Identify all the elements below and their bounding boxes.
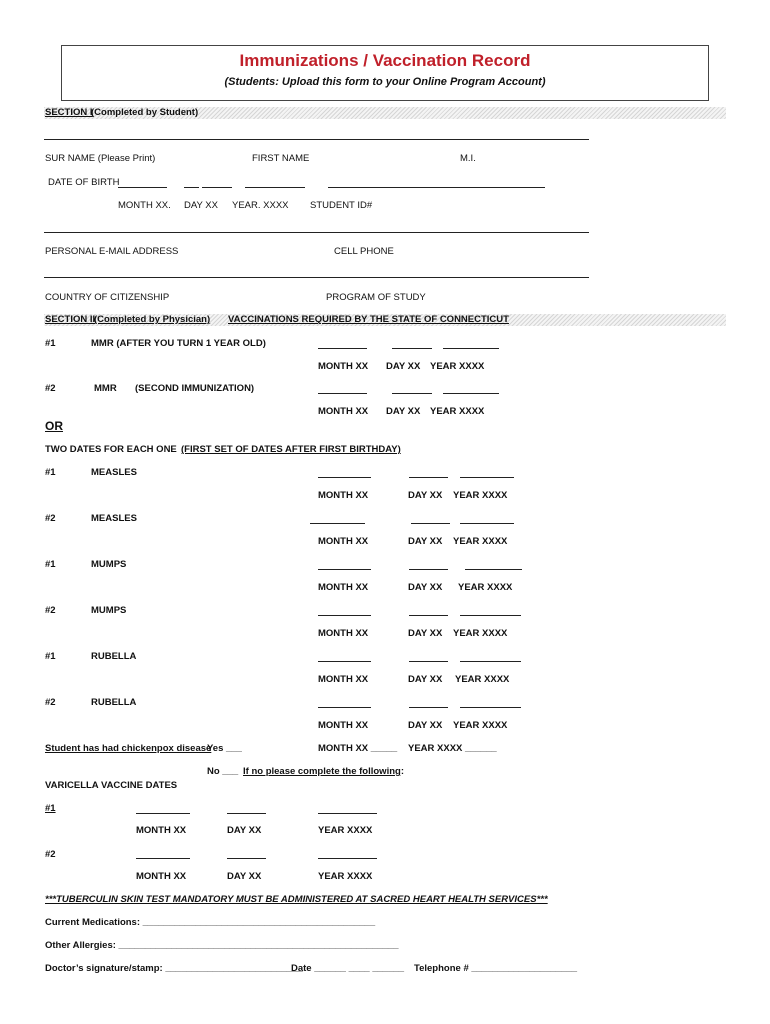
mmr1-number: #1: [45, 338, 56, 349]
row6-month-line[interactable]: [318, 707, 371, 708]
row3-name: MUMPS: [91, 559, 127, 570]
first-set-note: (FIRST SET OF DATES AFTER FIRST BIRTHDAY): [181, 444, 401, 455]
section1-label: SECTION I: [45, 107, 93, 118]
row3-month-caption: MONTH XX: [318, 582, 369, 593]
mmr1-month-caption: MONTH XX: [318, 361, 369, 372]
mmr2-year-caption: YEAR XXXX: [430, 406, 485, 417]
row3-year-caption: YEAR XXXX: [458, 582, 513, 593]
varicella-title: VARICELLA VACCINE DATES: [45, 780, 178, 791]
dob-label: DATE OF BIRTH: [48, 177, 120, 188]
row5-number: #1: [45, 651, 56, 662]
chickenpox-yes[interactable]: Yes ___: [207, 743, 242, 754]
row1-day-caption: DAY XX: [408, 490, 443, 501]
dob-year-line[interactable]: [245, 187, 305, 188]
row6-month-caption: MONTH XX: [318, 720, 369, 731]
row3-day-line[interactable]: [409, 569, 448, 570]
varicella-2-day-line[interactable]: [227, 858, 266, 859]
mmr1-day-line[interactable]: [392, 348, 432, 349]
varicella-1-month-line[interactable]: [136, 813, 190, 814]
row5-month-line[interactable]: [318, 661, 371, 662]
mmr1-month-line[interactable]: [318, 348, 367, 349]
student-id-caption: STUDENT ID#: [310, 200, 373, 211]
dob-month-caption: MONTH XX.: [118, 200, 171, 211]
mmr2-note: (SECOND IMMUNIZATION): [135, 383, 255, 394]
varicella-2-year-line[interactable]: [318, 858, 377, 859]
row2-month-caption: MONTH XX: [318, 536, 369, 547]
row6-name: RUBELLA: [91, 697, 137, 708]
row5-year-caption: YEAR XXXX: [455, 674, 510, 685]
dob-day-line-a[interactable]: [184, 187, 199, 188]
mmr2-year-line[interactable]: [443, 393, 499, 394]
first-name-label: FIRST NAME: [252, 153, 310, 164]
row4-day-caption: DAY XX: [408, 628, 443, 639]
row2-year-line[interactable]: [460, 523, 514, 524]
student-id-line[interactable]: [328, 187, 545, 188]
row4-number: #2: [45, 605, 56, 616]
row2-number: #2: [45, 513, 56, 524]
program-label: PROGRAM OF STUDY: [326, 292, 426, 303]
country-label: COUNTRY OF CITIZENSHIP: [45, 292, 170, 303]
chickenpox-month[interactable]: MONTH XX _____: [318, 743, 398, 754]
row2-day-caption: DAY XX: [408, 536, 443, 547]
row5-day-caption: DAY XX: [408, 674, 443, 685]
row1-month-caption: MONTH XX: [318, 490, 369, 501]
row4-name: MUMPS: [91, 605, 127, 616]
email-label: PERSONAL E-MAIL ADDRESS: [45, 246, 179, 257]
form-title: Immunizations / Vaccination Record: [239, 51, 531, 70]
dob-day-caption: DAY XX: [184, 200, 218, 211]
name-line[interactable]: [44, 139, 589, 140]
row1-day-line[interactable]: [409, 477, 448, 478]
row1-year-caption: YEAR XXXX: [453, 490, 508, 501]
varicella-1-month-caption: MONTH XX: [136, 825, 187, 836]
row3-number: #1: [45, 559, 56, 570]
row5-day-line[interactable]: [409, 661, 448, 662]
country-line[interactable]: [44, 277, 589, 278]
chickenpox-if-no-wrap: [243, 766, 404, 778]
dob-month-line[interactable]: [118, 187, 167, 188]
row6-year-caption: YEAR XXXX: [453, 720, 508, 731]
mmr1-year-caption: YEAR XXXX: [430, 361, 485, 372]
mi-label: M.I.: [460, 153, 476, 164]
cell-label: CELL PHONE: [334, 246, 394, 257]
varicella-2-month-line[interactable]: [136, 858, 190, 859]
mmr1-name: MMR (AFTER YOU TURN 1 YEAR OLD): [91, 338, 266, 349]
mmr1-year-line[interactable]: [443, 348, 499, 349]
row1-year-line[interactable]: [460, 477, 514, 478]
varicella-2-number: #2: [45, 849, 56, 860]
row6-day-line[interactable]: [409, 707, 448, 708]
row5-name: RUBELLA: [91, 651, 137, 662]
doctor-signature[interactable]: Doctor’s signature/stamp: __________________________: [45, 963, 303, 974]
section2-label: SECTION II: [45, 314, 96, 325]
row4-day-line[interactable]: [409, 615, 448, 616]
chickenpox-no[interactable]: No ___: [207, 766, 239, 777]
mmr2-month-caption: MONTH XX: [318, 406, 369, 417]
row5-month-caption: MONTH XX: [318, 674, 369, 685]
chickenpox-colon: :: [400, 766, 404, 777]
mmr2-day-caption: DAY XX: [386, 406, 421, 417]
row3-month-line[interactable]: [318, 569, 371, 570]
row5-year-line[interactable]: [460, 661, 521, 662]
row2-year-caption: YEAR XXXX: [453, 536, 508, 547]
section1-note: (Completed by Student): [91, 107, 199, 118]
signature-date[interactable]: Date ______ ____ ______: [291, 963, 405, 974]
tb-notice: ***TUBERCULIN SKIN TEST MANDATORY MUST BE ADMINISTERED AT SACRED HEART HEALTH SERVICES***: [45, 894, 548, 905]
row4-year-caption: YEAR XXXX: [453, 628, 508, 639]
row2-day-line[interactable]: [411, 523, 450, 524]
dob-day-line-b[interactable]: [202, 187, 232, 188]
two-dates-label: TWO DATES FOR EACH ONE: [45, 444, 177, 455]
mmr2-day-line[interactable]: [392, 393, 432, 394]
form-subtitle: (Students: Upload this form to your Online Program Account): [224, 76, 546, 88]
varicella-1-number: #1: [45, 803, 56, 814]
row4-month-caption: MONTH XX: [318, 628, 369, 639]
varicella-2-day-caption: DAY XX: [227, 871, 262, 882]
varicella-2-month-caption: MONTH XX: [136, 871, 187, 882]
mmr1-day-caption: DAY XX: [386, 361, 421, 372]
chickenpox-year[interactable]: YEAR XXXX ______: [408, 743, 497, 754]
row3-year-line[interactable]: [465, 569, 522, 570]
chickenpox-if-no: If no please complete the following: [243, 766, 401, 777]
mmr2-number: #2: [45, 383, 56, 394]
dob-year-caption: YEAR. XXXX: [232, 200, 289, 211]
mmr2-month-line[interactable]: [318, 393, 367, 394]
row2-name: MEASLES: [91, 513, 137, 524]
section2-note: (Completed by Physician): [94, 314, 211, 325]
current-medications[interactable]: Current Medications: ____________________________________________: [45, 917, 376, 928]
section2-required: VACCINATIONS REQUIRED BY THE STATE OF CONNECTICUT: [228, 314, 509, 325]
row3-day-caption: DAY XX: [408, 582, 443, 593]
row6-year-line[interactable]: [460, 707, 521, 708]
row4-month-line[interactable]: [318, 615, 371, 616]
header-box: [61, 45, 709, 101]
varicella-1-day-line[interactable]: [227, 813, 266, 814]
row4-year-line[interactable]: [460, 615, 521, 616]
varicella-1-day-caption: DAY XX: [227, 825, 262, 836]
mmr2-name: MMR: [94, 383, 117, 394]
email-line[interactable]: [44, 232, 589, 233]
varicella-2-year-caption: YEAR XXXX: [318, 871, 373, 882]
row6-number: #2: [45, 697, 56, 708]
other-allergies[interactable]: Other Allergies: _____________________________________________________: [45, 940, 399, 951]
doctor-telephone[interactable]: Telephone # ____________________: [414, 963, 578, 974]
row1-name: MEASLES: [91, 467, 137, 478]
row1-month-line[interactable]: [318, 477, 371, 478]
chickenpox-question: Student has had chickenpox disease: [45, 743, 212, 754]
row1-number: #1: [45, 467, 56, 478]
row2-month-line[interactable]: [310, 523, 365, 524]
surname-label: SUR NAME (Please Print): [45, 153, 156, 164]
row6-day-caption: DAY XX: [408, 720, 443, 731]
varicella-1-year-line[interactable]: [318, 813, 377, 814]
or-separator: OR: [45, 419, 63, 433]
varicella-1-year-caption: YEAR XXXX: [318, 825, 373, 836]
